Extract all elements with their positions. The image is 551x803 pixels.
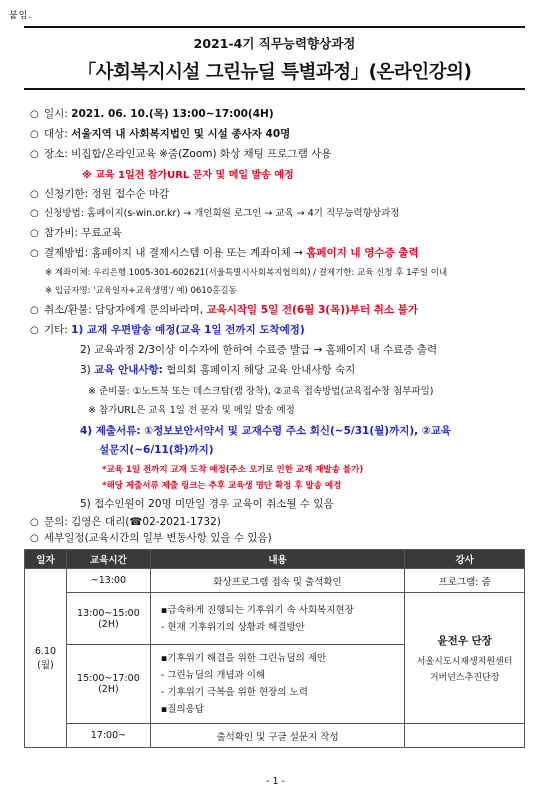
- bullet-icon: ○: [30, 248, 39, 259]
- bullet-icon: ○: [30, 325, 39, 336]
- payment-emphasis: 홈페이지 내 영수증 출력: [306, 247, 419, 259]
- course-title: 「사회복지시설 그린뉴딜 특별과정」(온라인강의): [77, 62, 472, 83]
- date-value: 2021. 06. 10.(목) 13:00~17:00(4H): [71, 108, 274, 120]
- bullet-icon: ○: [30, 189, 39, 200]
- etc-item-3: 3) 교육 안내사항: 협의회 홈페이지 해당 교육 안내사항 숙지: [80, 364, 356, 376]
- account-note: ※ 계좌이체: 우리은행 1005-301-602621(서울특별시사회복지협의회) / 결제기한: 교육 신청 후 1주일 이내: [45, 268, 448, 278]
- place-note: ※ 교육 1일전 참가URL 문자 및 메일 발송 예정: [82, 170, 294, 181]
- info-deadline: ○ 신청기한: 정원 접수순 마감: [30, 188, 170, 200]
- info-place: ○ 장소: 비집합/온라인교육 ※줌(Zoom) 화상 채팅 프로그램 사용: [30, 148, 332, 160]
- info-fee: ○ 참가비: 무료교육: [30, 227, 122, 239]
- info-refund: ○ 취소/환불: 담당자에게 문의바라며, 교육시작일 5일 전(6월 3(목))부터 취소 불가: [30, 304, 418, 316]
- lecturer-cell: 프로그램: 줌: [405, 569, 525, 593]
- bullet-icon: ○: [30, 129, 39, 140]
- time-cell: 13:00~15:00 (2H): [66, 593, 150, 645]
- etc-item-5: 5) 접수인원이 20명 미만일 경우 교육이 취소될 수 있음: [80, 498, 334, 510]
- time-cell: 17:00~: [66, 724, 150, 748]
- content-cell: 출석확인 및 구글 설문지 작성: [150, 724, 404, 748]
- etc-item-4-note-1: *교육 1일 전까지 교재 도착 예정(주소 오기로 인한 교재 재발송 불가): [102, 465, 364, 475]
- course-subtitle: 2021-4기 직무능력향상과정: [193, 36, 356, 51]
- bullet-icon: ○: [30, 109, 39, 120]
- content-cell: ▪기후위기 해결을 위한 그린뉴딜의 제안 - 그린뉴딜의 개념과 이해 - 기후위기 극복을 위한 현장의 노력 ▪질의응답: [150, 645, 404, 724]
- header-content: 내용: [150, 550, 404, 569]
- info-target: ○ 대상: 서울지역 내 사회복지법인 및 시설 종사자 40명: [30, 128, 291, 140]
- bullet-icon: ○: [30, 208, 39, 219]
- bullet-icon: ○: [30, 305, 39, 316]
- time-cell: 15:00~17:00 (2H): [66, 645, 150, 724]
- lecturer-cell: [405, 724, 525, 748]
- etc-item-4: 4) 제출서류: ①정보보안서약서 및 교재수령 주소 회신(~5/31(월)까지), ②교육: [80, 425, 451, 437]
- page-number: - 1 -: [266, 776, 285, 787]
- lecturer-cell: 윤전우 단장 서울시도시재생지원센터 거버넌스추진단장: [405, 593, 525, 724]
- content-cell: ▪급속하게 진행되는 기후위기 속 사회복지현장 - 현재 기후위기의 상황과 해결방안: [150, 593, 404, 645]
- header-time: 교육시간: [66, 550, 150, 569]
- schedule-header-row: [25, 550, 525, 569]
- date-cell: 6.10 (월): [25, 569, 67, 748]
- schedule-table: [24, 549, 525, 748]
- info-contact: ○ 문의: 김영은 대리(☎02-2021-1732): [30, 516, 221, 528]
- header-date: 일자: [25, 550, 67, 569]
- etc-item-3-note-1: ※ 준비물: ①노트북 또는 데스크탑(캠 장착), ②교육 접속방법(교육접수창 첨부파일): [88, 386, 434, 397]
- lecturer-name: 윤전우 단장: [437, 635, 492, 647]
- bullet-icon: ○: [30, 517, 39, 528]
- bullet-icon: ○: [30, 149, 39, 160]
- target-value: 서울지역 내 사회복지법인 및 시설 종사자 40명: [71, 128, 291, 140]
- time-cell: ~13:00: [66, 569, 150, 593]
- info-schedule-note: ○ 세부일정(교육시간의 일부 변동사항 있을 수 있음): [30, 532, 272, 544]
- etc-item-4-note-2: *해당 제출서류 제출 링크는 추후 교육생 명단 확정 후 발송 예정: [102, 481, 342, 491]
- etc-item-4-cont: 설문지(~6/11(화)까지): [99, 444, 214, 456]
- bullet-icon: ○: [30, 533, 39, 544]
- title-box: [24, 26, 525, 90]
- bullet-icon: ○: [30, 228, 39, 239]
- info-payment: ○ 결제방법: 홈페이지 내 결제시스템 이용 또는 계좌이체 → 홈페이지 내 영수증 출력: [30, 247, 419, 259]
- info-etc: ○ 기타: 1) 교재 우편발송 예정(교육 1일 전까지 도착예정): [30, 324, 305, 336]
- refund-emphasis: 교육시작일 5일 전(6월 3(목))부터 취소 불가: [206, 304, 418, 316]
- table-row: [25, 724, 525, 748]
- etc-item-1: 1) 교재 우편발송 예정(교육 1일 전까지 도착예정): [71, 324, 305, 336]
- content-cell: 화상프로그램 접속 및 출석확인: [150, 569, 404, 593]
- info-method: ○ 신청방법: 홈페이지(s-win.or.kr) → 개인회원 로그인 → 교육 → 4기 직무능력향상과정: [30, 208, 400, 219]
- etc-item-3-note-2: ※ 참가URL은 교육 1일 전 문자 및 메일 발송 예정: [88, 405, 295, 416]
- depositor-note: ※ 입금자명: '교육일자+교육생명'/ 예) 0610홍길동: [45, 286, 237, 296]
- etc-item-2: 2) 교육과정 2/3이상 이수자에 한하여 수료증 발급 → 홈페이지 내 수료증 출력: [80, 344, 438, 356]
- table-row: [25, 593, 525, 645]
- etc-item-3-heading: 교육 안내사항:: [94, 364, 163, 376]
- header-lecturer: 강사: [405, 550, 525, 569]
- info-date: ○ 일시: 2021. 06. 10.(목) 13:00~17:00(4H): [30, 108, 274, 120]
- attachment-label: 붙임.: [9, 11, 33, 21]
- table-row: [25, 569, 525, 593]
